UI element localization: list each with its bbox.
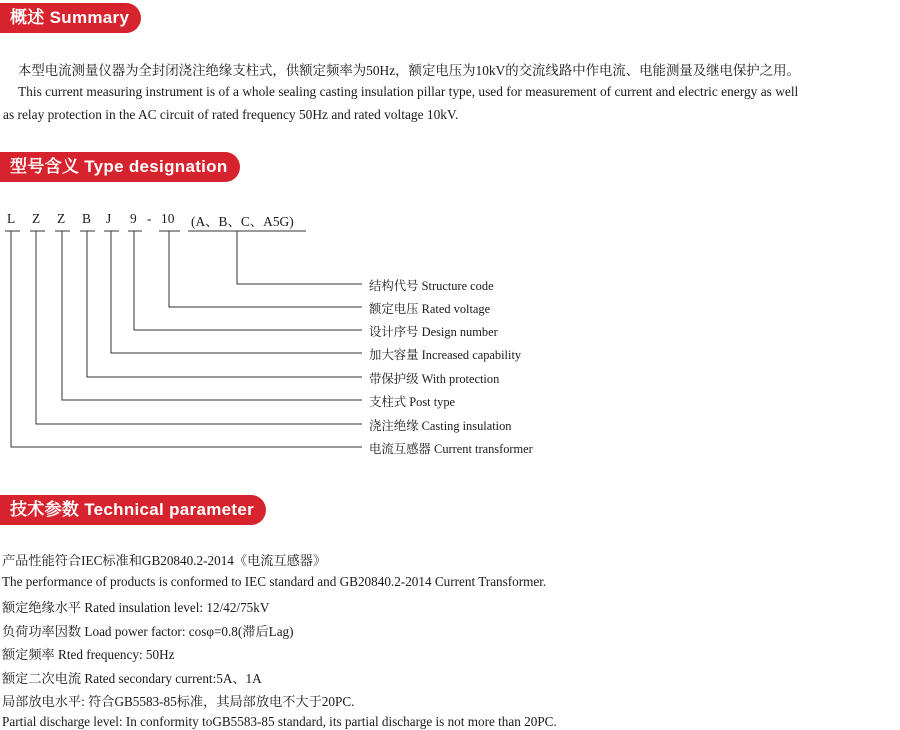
designation-letter-Z2: Z bbox=[57, 211, 66, 226]
tech-line-insulation-level: 额定绝缘水平 Rated insulation level: 12/42/75kV bbox=[2, 600, 270, 615]
designation-voltage-10: 10 bbox=[161, 211, 175, 226]
designation-structure-codes: (A、B、C、A5G) bbox=[191, 214, 294, 229]
legend-increased-capability: 加大容量 Increased capability bbox=[369, 348, 522, 362]
legend-structure-code: 结构代号 Structure code bbox=[369, 279, 494, 293]
tech-line-standard-cn: 产品性能符合IEC标准和GB20840.2-2014《电流互感器》 bbox=[2, 553, 327, 568]
summary-text-en-line2: as relay protection in the AC circuit of rated frequency 50Hz and rated voltage 10kV. bbox=[3, 107, 459, 122]
legend-with-protection: 带保护级 With protection bbox=[369, 372, 500, 386]
legend-casting-insulation: 浇注绝缘 Casting insulation bbox=[369, 419, 512, 433]
legend-rated-voltage: 额定电压 Rated voltage bbox=[369, 302, 491, 316]
legend-design-number: 设计序号 Design number bbox=[369, 325, 498, 339]
designation-digit-9: 9 bbox=[130, 211, 137, 226]
tech-line-partial-discharge-en: Partial discharge level: In conformity toGB5583-85 standard, its partial discharge is not more than 20PC. bbox=[2, 714, 557, 729]
tech-line-standard-en: The performance of products is conformed to IEC standard and GB20840.2-2014 Current Transformer. bbox=[2, 574, 547, 589]
summary-text-cn: 本型电流测量仪器为全封闭浇注绝缘支柱式，供额定频率为50Hz，额定电压为10kV的交流线路中作电流、电能测量及继电保护之用。 bbox=[18, 63, 800, 78]
designation-dash: - bbox=[147, 211, 152, 226]
designation-letter-Z1: Z bbox=[32, 211, 41, 226]
legend-current-transformer: 电流互感器 Current transformer bbox=[369, 442, 533, 456]
tech-line-secondary-current: 额定二次电流 Rated secondary current:5A、1A bbox=[2, 671, 262, 686]
section-header-technical: 技术参数 Technical parameter bbox=[0, 495, 266, 525]
tech-line-partial-discharge-cn: 局部放电水平: 符合GB5583-85标准，其局部放电不大于20PC. bbox=[2, 694, 355, 709]
tech-line-frequency: 额定频率 Rted frequency: 50Hz bbox=[2, 647, 175, 662]
tech-line-power-factor: 负荷功率因数 Load power factor: cosφ=0.8(滞后Lag) bbox=[2, 624, 294, 639]
designation-letter-B: B bbox=[82, 211, 91, 226]
section-header-designation: 型号含义 Type designation bbox=[0, 152, 240, 182]
designation-letter-J: J bbox=[106, 211, 112, 226]
legend-post-type: 支柱式 Post type bbox=[369, 395, 456, 409]
section-header-summary: 概述 Summary bbox=[0, 3, 141, 33]
designation-letter-L: L bbox=[7, 211, 16, 226]
summary-text-en-line1: This current measuring instrument is of a whole sealing casting insulation pillar type, used for measurement of current and electric energy as well bbox=[18, 84, 799, 99]
